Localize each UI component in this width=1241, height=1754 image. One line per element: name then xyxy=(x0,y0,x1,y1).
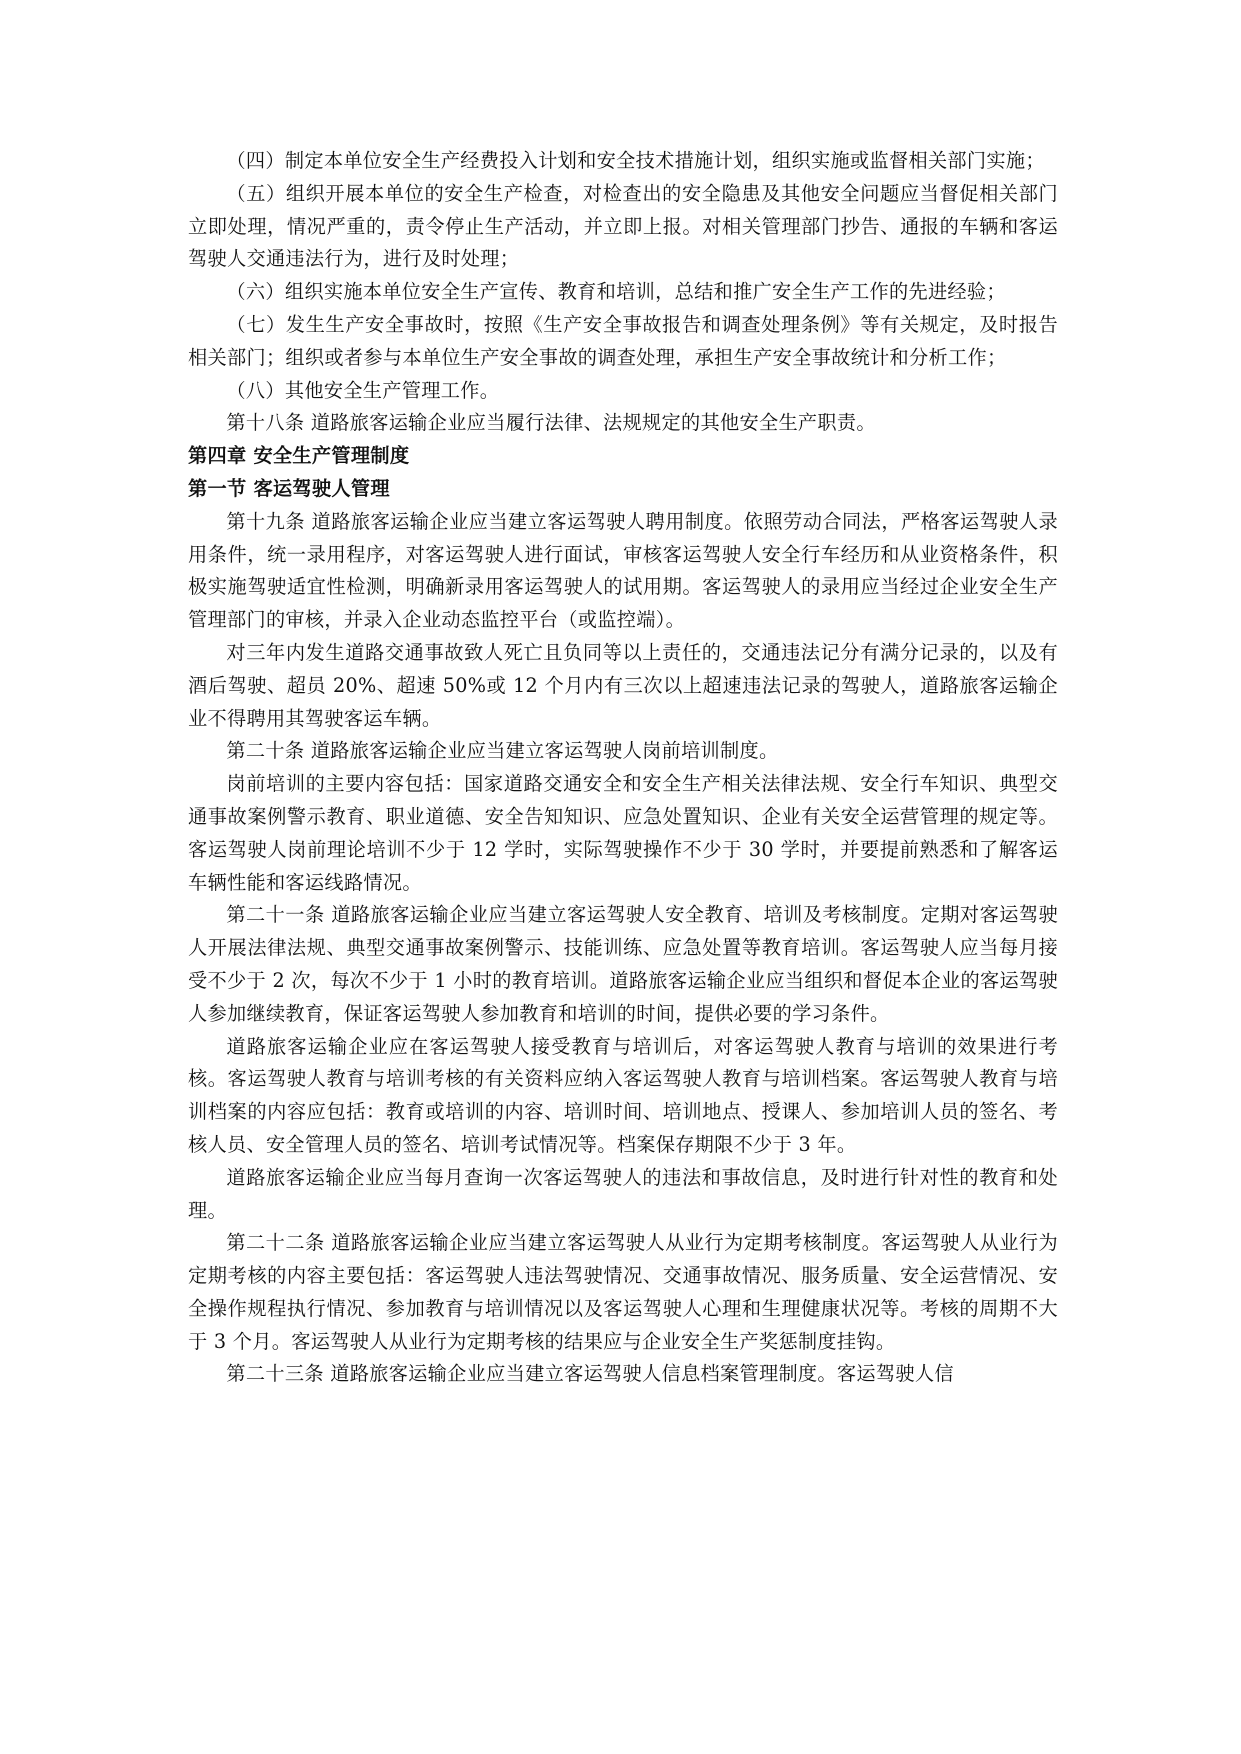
paragraph-item-6: （六）组织实施本单位安全生产宣传、教育和培训，总结和推广安全生产工作的先进经验； xyxy=(226,280,1006,304)
article-19: 第十九条 道路旅客运输企业应当建立客运驾驶人聘用制度。依照劳动合同法，严格客运驾驶人录用条件，统一录用程序，对客运驾驶人进行面试，审核客运驾驶人安全行车经历和从业资格条件，积极实施驾驶适宜性检测，明确新录用客运驾驶人的试用期。客运驾驶人的录用应当经过企业安全生产管理部门的审核，并录入企业动态监控平台（或监控端）。 xyxy=(188,509,1058,632)
article-21-paragraph-2: 道路旅客运输企业应在客运驾驶人接受教育与培训后，对客运驾驶人教育与培训的效果进行考核。客运驾驶人教育与培训考核的有关资料应纳入客运驾驶人教育与培训档案。客运驾驶人教育与培训档案的内容应包括：教育或培训的内容、培训时间、培训地点、授课人、参加培训人员的签名、考核人员、安全管理人员的签名、培训考试情况等。档案保存期限不少于 3 年。 xyxy=(188,1034,1058,1156)
paragraph-item-7: （七）发生生产安全事故时，按照《生产安全事故报告和调查处理条例》等有关规定，及时报告相关部门；组织或者参与本单位生产安全事故的调查处理，承担生产安全事故统计和分析工作； xyxy=(188,312,1058,369)
article-20-paragraph-2: 岗前培训的主要内容包括：国家道路交通安全和安全生产相关法律法规、安全行车知识、典型交通事故案例警示教育、职业道德、安全告知知识、应急处置知识、企业有关安全运营管理的规定等。客运驾驶人岗前理论培训不少于 12 学时，实际驾驶操作不少于 30 学时，并要提前熟悉和了解客运车辆性能和客运线路情况。 xyxy=(188,772,1058,894)
document-page xyxy=(188,145,1058,1391)
article-19-paragraph-2: 对三年内发生道路交通事故致人死亡且负同等以上责任的，交通违法记分有满分记录的，以及有酒后驾驶、超员 20%、超速 50%或 12 个月内有三次以上超速违法记录的驾驶人，道路旅客运输企业不得聘用其驾驶客运车辆。 xyxy=(188,640,1058,730)
chapter-heading: 第四章 安全生产管理制度 xyxy=(188,444,410,468)
article-23: 第二十三条 道路旅客运输企业应当建立客运驾驶人信息档案管理制度。客运驾驶人信 xyxy=(226,1362,954,1386)
article-18: 第十八条 道路旅客运输企业应当履行法律、法规规定的其他安全生产职责。 xyxy=(226,411,876,435)
paragraph-item-4: （四）制定本单位安全生产经费投入计划和安全技术措施计划，组织实施或监督相关部门实施； xyxy=(226,149,1045,172)
article-21: 第二十一条 道路旅客运输企业应当建立客运驾驶人安全教育、培训及考核制度。定期对客运驾驶人开展法律法规、典型交通事故案例警示、技能训练、应急处置等教育培训。客运驾驶人应当每月接受不少于 2 次，每次不少于 1 小时的教育培训。道路旅客运输企业应当组织和督促本企业的客运驾驶人参加继续教育，保证客运驾驶人参加教育和培训的时间，提供必要的学习条件。 xyxy=(188,903,1058,1025)
paragraph-item-8: （八）其他安全生产管理工作。 xyxy=(226,378,500,402)
section-heading: 第一节 客运驾驶人管理 xyxy=(188,476,390,500)
paragraph-item-5: （五）组织开展本单位的安全生产检查，对检查出的安全隐患及其他安全问题应当督促相关部门立即处理，情况严重的，责令停止生产活动，并立即上报。对相关管理部门抄告、通报的车辆和客运驾驶人交通违法行为，进行及时处理； xyxy=(188,181,1058,271)
article-21-paragraph-3: 道路旅客运输企业应当每月查询一次客运驾驶人的违法和事故信息，及时进行针对性的教育和处理。 xyxy=(188,1165,1058,1222)
article-22: 第二十二条 道路旅客运输企业应当建立客运驾驶人从业行为定期考核制度。客运驾驶人从业行为定期考核的内容主要包括：客运驾驶人违法驾驶情况、交通事故情况、服务质量、安全运营情况、安全操作规程执行情况、参加教育与培训情况以及客运驾驶人心理和生理健康状况等。考核的周期不大于 3 个月。客运驾驶人从业行为定期考核的结果应与企业安全生产奖惩制度挂钩。 xyxy=(188,1231,1058,1353)
article-20: 第二十条 道路旅客运输企业应当建立客运驾驶人岗前培训制度。 xyxy=(226,739,779,763)
